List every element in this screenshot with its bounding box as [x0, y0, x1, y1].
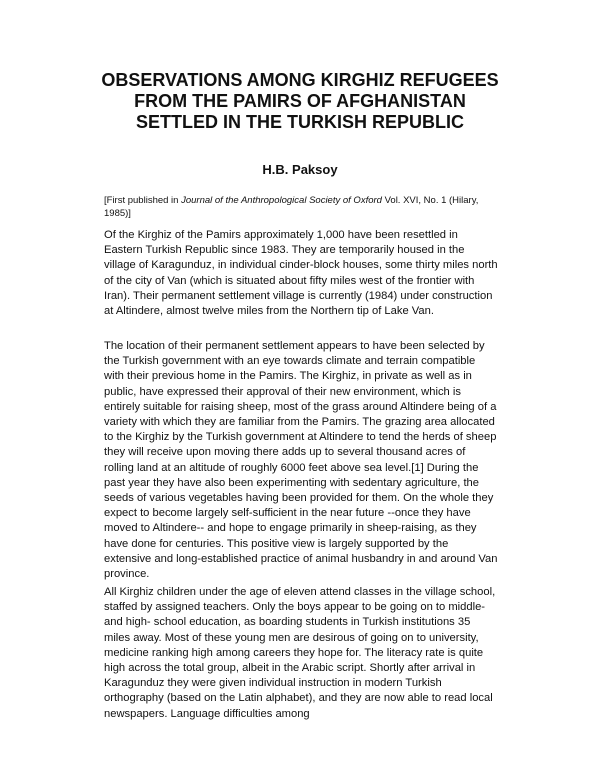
paragraph-3: All Kirghiz children under the age of eleven attend classes in the village school, staffed by assigned teachers. Only the boys appear to be going on to middle- and high- school education, as boarding students in Turkish institutions 35 miles away. Most of these young men are desirous of going on to university, medicine ranking high among careers they hope for. The literacy rate is quite high across the total group, albeit in the Arabic script. Shortly after arrival in Karagunduz they were given individual instruction in modern Turkish orthography (based on the Latin alphabet), and they are now able to read local newspapers. Language difficulties among	[104, 586, 496, 720]
paragraph-1: Of the Kirghiz of the Pamirs approximately 1,000 have been resettled in Eastern Turkish Republic since 1983. They are temporarily housed in the village of Karagunduz, in individual cinder-block houses, some thirty miles north of the city of Van (which is situated about fifty miles west of the frontier with Iran). Their permanent settlement village is currently (1984) under construction at Altindere, almost twelve miles from the Northern tip of Lake Van.	[104, 229, 498, 318]
author-name: H.B. Paksoy	[262, 162, 338, 177]
paragraph-2: The location of their permanent settlement appears to have been selected by the Turkish government with an eye towards climate and terrain compatible with their previous home in the Pamirs. The Kirghiz, in private as well as in public, have expressed their approval of their new environment, which is entirely suitable for raising sheep, most of the grass around Altindere being of a variety with which they are familiar from the Pamirs. The grazing area allocated to the Kirghiz by the Turkish government at Altindere to tend the herds of sheep they will receive upon moving there adds up to several thousand acres of rolling land at an altitude of roughly 6000 feet above sea level.[1] During the past year they have also been experimenting with sedentary agriculture, the seeds of various vegetables having been provided for them. On the whole they expect to become largely self-sufficient in the near future --once they have moved to Altindere-- and hope to engage primarily in sheep-raising, as they have done for centuries. This positive view is largely supported by the extensive and long-established practice of animal husbandry in and around Van province.	[104, 340, 498, 581]
journal-name: Journal of the Anthropological Society of Oxford	[181, 195, 382, 206]
publication-suffix: Vol. XVI, No. 1 (Hilary, 1985)]	[104, 195, 479, 219]
article-title: OBSERVATIONS AMONG KIRGHIZ REFUGEES FROM THE PAMIRS OF AFGHANISTAN SETTLED IN THE TURKISH REPUBLIC	[101, 70, 499, 132]
publication-prefix: [First published in	[104, 195, 182, 206]
publication-note	[104, 194, 504, 220]
